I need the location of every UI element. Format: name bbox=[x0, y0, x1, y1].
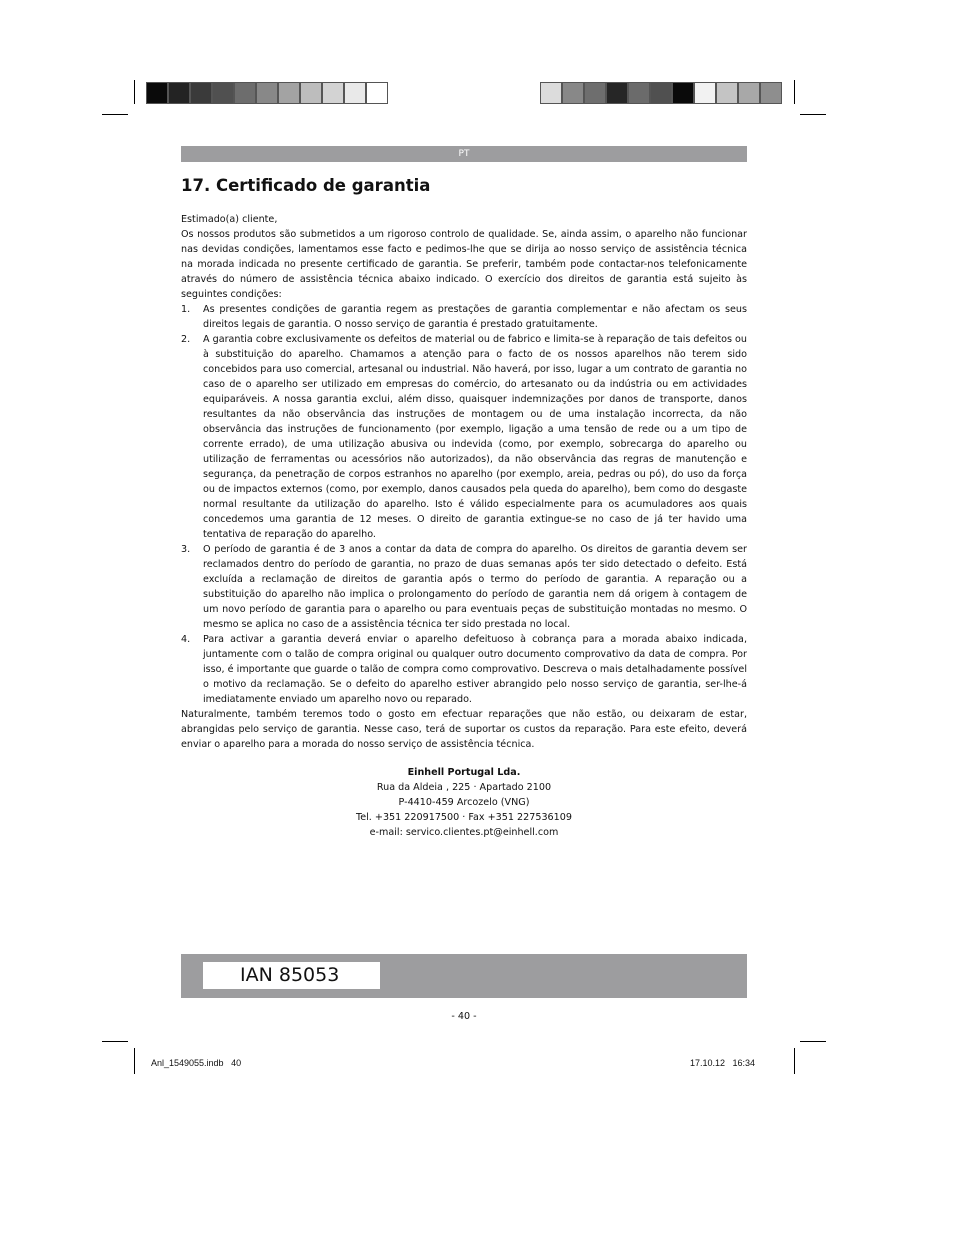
condition-text: A garantia cobre exclusivamente os defeitos de material ou de fabrico e limita-se à reparação de tais defeitos ou à substituição do aparelho. Chamamos a atenção para o facto de os nossos aparelhos não terem sido concebidos para uso comercial, artesanal ou industrial. Não haverá, por isso, lugar a um contrato de garantia no caso de o aparelho ser utilizado em empresas do comércio, do artesanato ou da indústria ou em actividades equiparáveis. A nossa garantia exclui, além disso, quaisquer indemnizações por danos de transporte, danos resultantes da não observância das instruções de montagem ou de uma instalação incorrecta, da não observância das instruções de funcionamento (por exemplo, ligação a uma tensão de rede ou a um tipo de corrente errado), de uma utilização abusiva ou indevida (como, por exemplo, sobrecarga do aparelho ou utilização de ferramentas ou acessórios não autorizados), da não observância das regras de manutenção e segurança, da penetração de corpos estranhos no aparelho (por exemplo, areia, pedras ou pó), do uso da força ou de impactos externos (como, por exemplo, danos causados pela queda do aparelho), bem como do desgaste normal resultante da utilização do aparelho. Isto é válido especialmente para os acumuladores aos quais concedemos uma garantia de 12 meses. O direito de garantia extingue-se no caso de já ter havido uma tentativa de reparação do aparelho. bbox=[203, 334, 747, 540]
conditions-list bbox=[181, 302, 747, 707]
ian-box bbox=[203, 962, 380, 989]
color-swatch bbox=[190, 82, 212, 104]
condition-number: 4. bbox=[181, 634, 191, 645]
condition-item bbox=[181, 542, 747, 632]
crop-mark bbox=[134, 1048, 135, 1074]
color-swatch bbox=[278, 82, 300, 104]
crop-mark bbox=[800, 114, 826, 115]
ian-bar bbox=[181, 954, 747, 998]
color-swatch bbox=[562, 82, 584, 104]
footer-date: 17.10.12 16:34 bbox=[690, 1058, 756, 1068]
crop-mark bbox=[102, 114, 128, 115]
condition-item bbox=[181, 332, 747, 542]
color-swatch bbox=[344, 82, 366, 104]
greeting: Estimado(a) cliente, bbox=[181, 214, 278, 225]
color-swatch bbox=[694, 82, 716, 104]
language-label: PT bbox=[458, 149, 470, 159]
color-swatch bbox=[628, 82, 650, 104]
condition-number: 2. bbox=[181, 334, 191, 345]
color-swatch bbox=[760, 82, 782, 104]
color-swatch bbox=[146, 82, 168, 104]
color-swatch bbox=[168, 82, 190, 104]
crop-mark bbox=[134, 80, 135, 104]
color-swatch bbox=[322, 82, 344, 104]
address-city: P-4410-459 Arcozelo (VNG) bbox=[398, 797, 530, 808]
address-email: e-mail: servico.clientes.pt@einhell.com bbox=[369, 827, 559, 838]
color-swatch bbox=[738, 82, 760, 104]
color-swatch bbox=[650, 82, 672, 104]
crop-mark bbox=[794, 1048, 795, 1074]
condition-number: 1. bbox=[181, 304, 191, 315]
service-address bbox=[181, 765, 747, 840]
color-swatch bbox=[672, 82, 694, 104]
address-phone: Tel. +351 220917500 · Fax +351 227536109 bbox=[356, 812, 572, 823]
color-swatch bbox=[212, 82, 234, 104]
color-swatch bbox=[256, 82, 278, 104]
crop-mark bbox=[102, 1041, 128, 1042]
condition-item bbox=[181, 632, 747, 707]
crop-mark bbox=[800, 1041, 826, 1042]
color-swatch bbox=[234, 82, 256, 104]
page-title: 17. Certificado de garantia bbox=[181, 176, 431, 195]
language-header-bar bbox=[181, 146, 747, 162]
closing-paragraph: Naturalmente, também teremos todo o gosto em efectuar reparações que não estão, ou deixaram de estar, abrangidas pelo serviço de garantia. Nesse caso, terá de suportar os custos da reparação. Para este efeito, deverá enviar o aparelho para a morada do nosso serviço de assistência técnica. bbox=[181, 709, 747, 750]
footer-file-info: Anl_1549055.indb 40 bbox=[151, 1058, 242, 1068]
condition-number: 3. bbox=[181, 544, 191, 555]
color-swatch bbox=[716, 82, 738, 104]
address-street: Rua da Aldeia , 225 · Apartado 2100 bbox=[376, 782, 552, 793]
color-swatch bbox=[584, 82, 606, 104]
ian-number: IAN 85053 bbox=[240, 964, 340, 986]
condition-text: O período de garantia é de 3 anos a contar da data de compra do aparelho. Os direitos de garantia devem ser reclamados dentro do período de garantia, no prazo de duas semanas após ter sido detectado o defeito. Está excluída a reclamação de direitos de garantia após o termo do período de garantia. A reparação ou a substituição do aparelho não implica o prolongamento do período de garantia nem dá origem à contagem de um novo período de garantia para o aparelho ou para eventuais peças de substituição montadas no mesmo. O mesmo se aplica no caso de a assistência técnica ter sido prestada no local. bbox=[203, 544, 747, 630]
page-number: - 40 - bbox=[451, 1011, 477, 1022]
condition-item bbox=[181, 302, 747, 332]
crop-mark bbox=[794, 80, 795, 104]
condition-text: As presentes condições de garantia regem as prestações de garantia complementar e não afectam os seus direitos legais de garantia. O nosso serviço de garantia é prestado gratuitamente. bbox=[203, 304, 747, 330]
color-swatch bbox=[300, 82, 322, 104]
company-name: Einhell Portugal Lda. bbox=[407, 767, 521, 778]
condition-text: Para activar a garantia deverá enviar o aparelho defeituoso à cobrança para a morada abaixo indicada, juntamente com o talão de compra original ou qualquer outro documento comprovativo da data de compra. Por isso, é importante que guarde o talão de compra como comprovativo. Descreva o mais detalhadamente possível o motivo da reclamação. Se o defeito do aparelho estiver abrangido pelo nosso serviço de garantia, ser-lhe-á imediatamente enviado um aparelho novo ou reparado. bbox=[203, 634, 747, 705]
color-swatch bbox=[540, 82, 562, 104]
color-swatch bbox=[366, 82, 388, 104]
intro-paragraph: Os nossos produtos são submetidos a um rigoroso controlo de qualidade. Se, ainda assim, o aparelho não funcionar nas devidas condições, lamentamos esse facto e pedimos-lhe que se dirija ao nosso serviço de assistência técnica na morada indicada no presente certificado de garantia. Se preferir, também pode contactar-nos telefonicamente através do número de assistência técnica abaixo indicado. O exercício dos direitos de garantia está sujeito às seguintes condições: bbox=[181, 229, 747, 300]
color-swatch bbox=[606, 82, 628, 104]
warranty-text bbox=[181, 212, 747, 752]
